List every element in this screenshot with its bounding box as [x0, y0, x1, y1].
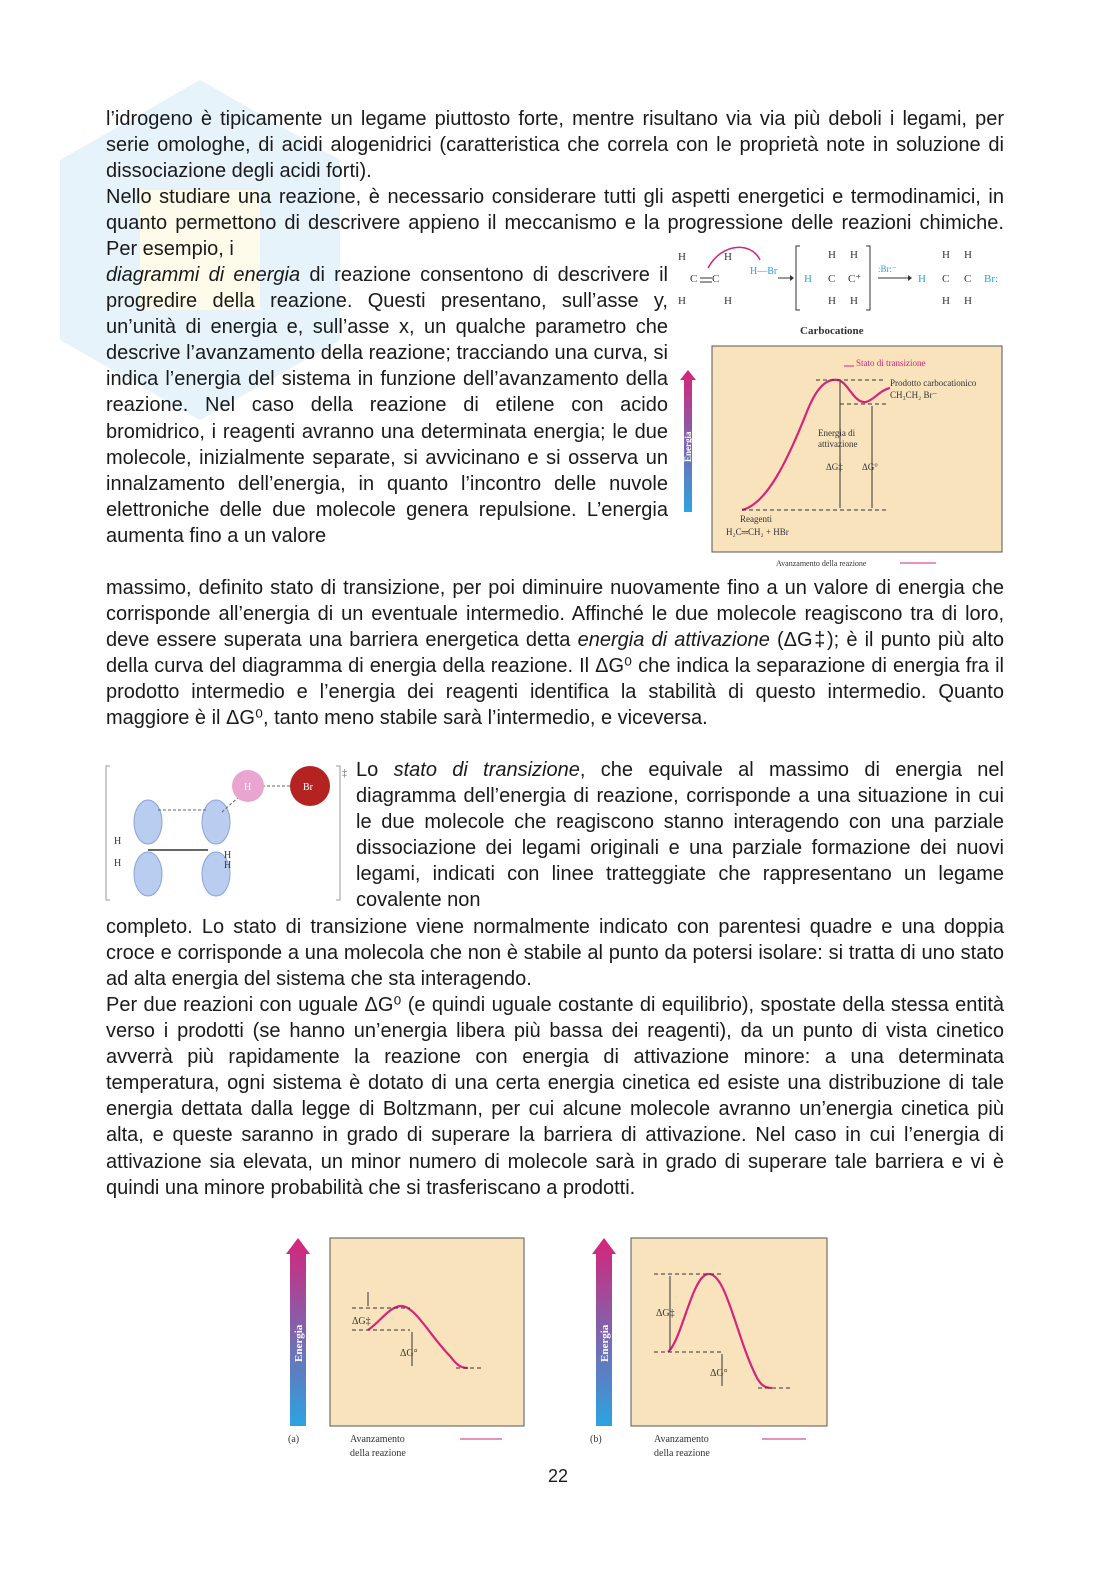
activation-label-2: attivazione	[818, 439, 858, 449]
diagram-panel	[631, 1238, 827, 1426]
reaction-arrow-head	[790, 275, 794, 281]
h-atom-label: H	[964, 295, 972, 307]
mechanism-figure	[672, 242, 1008, 342]
h-atom-label: H	[114, 836, 122, 847]
h-atom-label: H	[804, 273, 812, 285]
dg-double-dagger-label: ΔG‡	[352, 1316, 371, 1327]
bracket-left	[106, 766, 110, 900]
paragraph-3-wide: completo. Lo stato di transizione viene normalmente indicato con parentesi quadre e una doppia croce e corrisponde a una molecola che non è stabile al punto da potersi isolare: si tratta di uno stato ad alta energia del sistema che sta interagendo.	[106, 916, 1004, 991]
hbr-label: H—Br	[750, 266, 778, 277]
c-atom-label: C	[712, 273, 720, 285]
h-atom-label: H	[678, 251, 686, 263]
h-atom-label: H	[942, 295, 950, 307]
comparison-diagram-b	[586, 1236, 836, 1464]
electron-arrow	[708, 247, 760, 268]
h-atom-label: H	[828, 249, 836, 261]
c-atom-label: C	[828, 273, 836, 285]
h-atom-label: H	[828, 295, 836, 307]
paragraph-3-text-a: Lo	[356, 759, 379, 781]
paragraph-2-text-c: massimo, definito stato di transizione, per poi diminuire nuovamente fino a un valore di energia che corrisponde all’energia di un eventuale intermedio. Affinché le due molecole reagiscono tra di loro, deve essere superata una barriera energetica detta	[106, 577, 1004, 652]
paragraph-2-emphasis-2: energia di attivazione	[577, 629, 770, 652]
h-atom-label: H	[850, 295, 858, 307]
x-axis-label: Avanzamento della reazione	[776, 559, 867, 568]
product-formula: CH₃CH₂ Br⁻	[890, 390, 938, 400]
paragraph-2-text-a: Nello studiare una reazione, è necessario considerare tutti gli aspetti energetici e termodinamici, in quanto permettono di descrivere appieno il meccanismo e la progressione delle reazioni chimiche. Per esempio, i	[106, 186, 1004, 261]
carbocation-c-label: C⁺	[848, 273, 862, 285]
paragraph-3-text-b: , che equivale al massimo di energia nel diagramma dell’energia di reazione, corrisponde a una situazione in cui le due molecole che reagiscono stanno interagendo con una parziale dissociazione dei legami originali e una parziale formazione dei nuovi legami, indicati con linee tratteggiate che rappresentano un legame covalente non	[356, 759, 1004, 912]
c-atom-label: C	[690, 273, 698, 285]
bromine-label: Br	[303, 782, 313, 793]
bromide-label: :Br:⁻	[878, 264, 897, 274]
reagents-label: Reagenti	[740, 514, 772, 524]
comparison-diagram-a	[280, 1236, 530, 1464]
dg-zero-label: ΔG°	[400, 1348, 418, 1359]
bracket-right	[336, 766, 340, 900]
h-atom-label: H	[918, 273, 926, 285]
c-atom-label: C	[942, 273, 950, 285]
p-orbital-lobe	[134, 852, 162, 896]
y-axis-label: Energia	[683, 431, 693, 462]
p-orbital-lobe	[134, 800, 162, 844]
transition-state-label: Stato di transizione	[856, 358, 926, 368]
h-atom-label: H	[942, 249, 950, 261]
paragraph-2-narrow	[106, 262, 668, 549]
paragraph-2-emphasis: diagrammi di energia	[106, 264, 301, 286]
paragraph-2-text-d: (ΔG‡); è il punto più alto della curva del diagramma di energia della reazione. Il ΔG⁰ che indica la separazione di energia fra il prodotto intermedio e l’energia dei reagenti identifica la stabilità di questo intermedio. Quanto maggiore è il ΔG⁰, tanto meno stabile sarà l’intermedio, e viceversa.	[106, 629, 1004, 730]
page-number: 22	[547, 1466, 569, 1486]
dg-zero-label: ΔG°	[862, 462, 878, 472]
paragraph-4: Per due reazioni con uguale ΔG⁰ (e quindi uguale costante di equilibrio), spostate della stessa entità verso i prodotti (se hanno un’energia libera più bassa dei reagenti), da un punto di vista cinetico avverrà più rapidamente la reazione con energia di attivazione minore: a una determinata temperatura, ogni sistema è dotato di una certa energia cinetica ed esiste una distribuzione di tale energia dettata dalla legge di Boltzmann, per cui alcune molecole avranno un’energia cinetica più alta, e queste saranno in grado di superare la barriera di attivazione. Nel caso in cui l’energia di attivazione sia elevata, un minor numero di molecole sarà in grado di superare tale barriera e vi è quindi una minore probabilità che si trasferiscano a prodotti.	[106, 994, 1004, 1199]
transition-state-figure	[104, 762, 350, 904]
c-atom-label: C	[964, 273, 972, 285]
reaction-arrow-head	[908, 275, 912, 281]
x-axis-label-line2: della reazione	[654, 1448, 710, 1459]
h-atom-label: H	[224, 850, 232, 861]
h-atom-label: H	[724, 251, 732, 263]
paragraph-2-wide	[106, 575, 1004, 732]
h-atom-label: H	[114, 858, 122, 869]
paragraph-1: l’idrogeno è tipicamente un legame piuttosto forte, mentre risultano via via più deboli i legami, per serie omologhe, di acidi alogenidrici (caratteristica che correla con le proprietà note in soluzione di dissociazione degli acidi forti).	[106, 108, 1004, 183]
reagents-formula: H₂C═CH₂ + HBr	[726, 527, 789, 537]
h-atom-label: H	[724, 295, 732, 307]
h-atom-label: H	[964, 249, 972, 261]
carbocation-label: Carbocatione	[800, 325, 864, 337]
x-axis-label-line1: Avanzamento	[654, 1434, 709, 1445]
diagram-b-label: (b)	[590, 1434, 602, 1445]
bracket-right	[866, 246, 870, 310]
h-atom-label: H	[850, 249, 858, 261]
y-axis-label: Energia	[599, 1324, 611, 1362]
h-atom-label: H	[224, 860, 232, 871]
energy-diagram	[676, 344, 1006, 574]
paragraph-3-emphasis: stato di transizione	[393, 759, 580, 781]
dg-double-dagger-label: ΔG‡	[826, 462, 843, 472]
h-atom-label: H	[678, 295, 686, 307]
bracket-left	[796, 246, 800, 310]
diagram-panel	[330, 1238, 524, 1426]
paragraph-3-narrow	[356, 757, 1004, 914]
p-orbital-lobe	[202, 800, 230, 844]
paragraph-2-text-b: di reazione consentono di descrivere il progredire della reazione. Questi presentano, sull’asse y, un’unità di energia e, sull’asse x, un qualche parametro che descrive l’avanzamento della reazione; tracciando una curva, si indica l’energia del sistema in funzione dell’avanzamento della reazione. Nel caso della reazione di etilene con acido bromidrico, i reagenti avranno una determinata energia; le due molecole, inizialmente separate, si avvicinano e si osserva un innalzamento dell’energia, in quanto l’incontro delle nuvole elettroniche delle due molecole genera repulsione. L’energia aumenta fino a un valore	[106, 264, 668, 547]
double-dagger: ‡	[342, 768, 347, 779]
dg-double-dagger-label: ΔG‡	[656, 1308, 675, 1319]
y-axis-label: Energia	[293, 1324, 305, 1362]
dg-zero-label: ΔG°	[710, 1368, 728, 1379]
br-atom-label: Br:	[984, 273, 999, 285]
x-axis-label-line2: della reazione	[350, 1448, 406, 1459]
hydrogen-label: H	[244, 782, 252, 793]
activation-label-1: Energia di	[818, 428, 856, 438]
product-label: Prodotto carbocationico	[890, 378, 977, 388]
diagram-a-label: (a)	[288, 1434, 300, 1445]
x-axis-label-line1: Avanzamento	[350, 1434, 405, 1445]
